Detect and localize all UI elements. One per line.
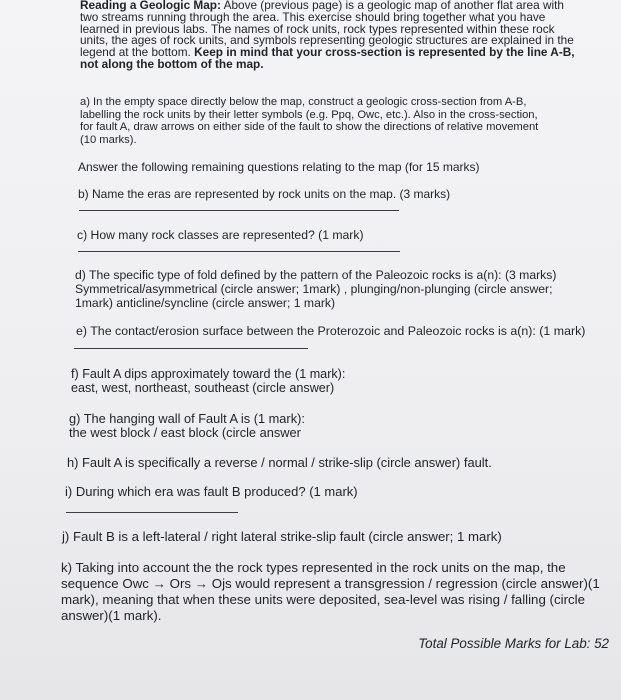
question-j: j) Fault B is a left-lateral / right lateral strike-slip fault (circle answer; 1 mark): [62, 529, 502, 544]
question-g: g) The hanging wall of Fault A is (1 mark): the west block / east block (circle answer: [69, 411, 305, 441]
question-b: b) Name the eras are represented by rock units on the map. (3 marks): [78, 187, 451, 201]
intro-line-3: learned in previous labs. The names of rock units, rock types represented within these rock: [80, 21, 555, 36]
question-a: a) In the empty space directly below the map, construct a geologic cross-section from A-B, labelling the rock units by their letter symbols (e.g. Ppq, Owc, etc.). Also in the cross-section, for fault A, draw arrows on either side of the fault to show the directions of relative movement (10 marks).: [80, 96, 539, 146]
answer-line-i[interactable]: [66, 512, 238, 513]
intro-paragraph: [80, 0, 585, 71]
question-h: h) Fault A is specifically a reverse / normal / strike-slip (circle answer) fault.: [67, 455, 492, 470]
intro-title: Reading a Geologic Map:: [80, 0, 221, 12]
intro-line-6: not along the bottom of the map.: [80, 56, 264, 71]
answer-remaining-instruction: Answer the following remaining questions relating to the map (for 15 marks): [78, 160, 480, 174]
question-i: i) During which era was fault B produced? (1 mark): [65, 484, 358, 499]
question-f: f) Fault A dips approximately toward the (1 mark): east, west, northeast, southeast (circle answer): [71, 367, 346, 396]
intro-bold-note: Keep in mind that your cross-section is represented by the line A-B,: [194, 45, 575, 60]
intro-line-1: Reading a Geologic Map: Above (previous page) is a geologic map of another flat area with: [80, 0, 564, 12]
intro-line-4: units, the ages of rock units, and symbols representing geologic structures are explained in the: [80, 33, 574, 48]
answer-line-e[interactable]: [74, 348, 308, 349]
intro-line-2: two streams running through the area. This exercise should bring together what you have: [80, 9, 546, 24]
answer-line-b[interactable]: [79, 210, 399, 211]
total-marks: Total Possible Marks for Lab: 52: [418, 636, 609, 651]
intro-line-5: legend at the bottom. Keep in mind that your cross-section is represented by the line A-B,: [80, 45, 575, 60]
question-d: d) The specific type of fold defined by the pattern of the Paleozoic rocks is a(n): (3 marks) Symmetrical/asymmetrical (circle answer; 1mark) , plunging/non-plunging (circle answer; 1mark) anticline/syncline (circle answer; 1 mark): [75, 268, 557, 311]
question-k: k) Taking into account the the rock types represented in the rock units on the map, the sequence Owc → Ors → Ojs would represent a transgression / regression (circle answer)(1 mark), meaning that when these units were deposited, sea-level was rising / falling (circle answer)(1 mark).: [61, 560, 600, 623]
answer-line-c[interactable]: [78, 251, 400, 252]
question-e: e) The contact/erosion surface between the Proterozoic and Paleozoic rocks is a(n): (1 mark): [76, 324, 586, 338]
question-c: c) How many rock classes are represented? (1 mark): [77, 228, 364, 242]
